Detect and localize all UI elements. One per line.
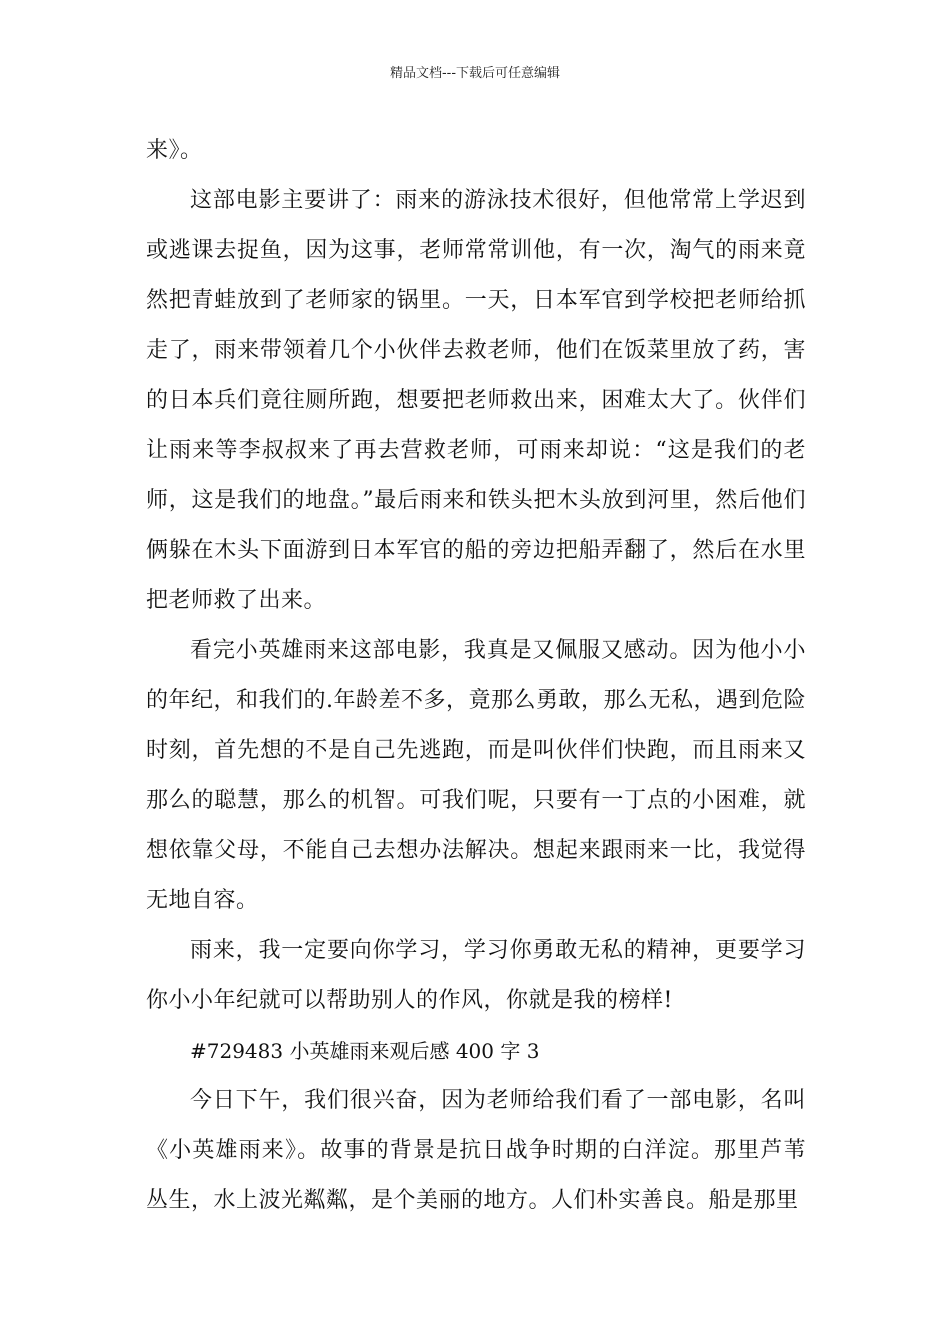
paragraph-continuation: 来》。 — [146, 138, 203, 163]
paragraph-reflection: 看完小英雄雨来这部电影，我真是又佩服又感动。因为他小小的年纪，和我们的.年龄差不多，竟那么勇敢，那么无私，遇到危险时刻，首先想的不是自己先逃跑，而是叫伙伴们快跑，而且雨来又那么的聪慧，那么的机智。可我们呢，只要有一丁点的小困难，就想依靠父母，不能自己去想办法解决。想起来跟雨来一比，我觉得无地自容。 — [146, 638, 806, 913]
paragraph-resolution: 雨来，我一定要向你学习，学习你勇敢无私的精神，更要学习你小小年纪就可以帮助别人的作风，你就是我的榜样! — [146, 938, 806, 1013]
essay-heading: #729483 小英雄雨来观后感 400 字 3 — [190, 1039, 540, 1063]
page-header: 精品文档---下载后可任意编辑 — [389, 66, 561, 81]
document-body — [146, 126, 806, 1226]
paragraph-movie-summary: 这部电影主要讲了：雨来的游泳技术很好，但他常常上学迟到或逃课去捉鱼，因为这事，老师常常训他，有一次，淘气的雨来竟然把青蛙放到了老师家的锅里。一天，日本军官到学校把老师给抓走了，雨来带领着几个小伙伴去救老师，他们在饭菜里放了药，害的日本兵们竟往厕所跑，想要把老师救出来，困难太大了。伙伴们让雨来等李叔叔来了再去营救老师，可雨来却说：“这是我们的老师，这是我们的地盘。”最后雨来和铁头把木头放到河里，然后他们俩躲在木头下面游到日本军官的船的旁边把船弄翻了，然后在水里把老师救了出来。 — [146, 188, 806, 613]
paragraph-essay-3-intro: 今日下午，我们很兴奋，因为老师给我们看了一部电影，名叫《小英雄雨来》。故事的背景是抗日战争时期的白洋淀。那里芦苇丛生，水上波光粼粼，是个美丽的地方。人们朴实善良。船是那里 — [146, 1088, 806, 1213]
